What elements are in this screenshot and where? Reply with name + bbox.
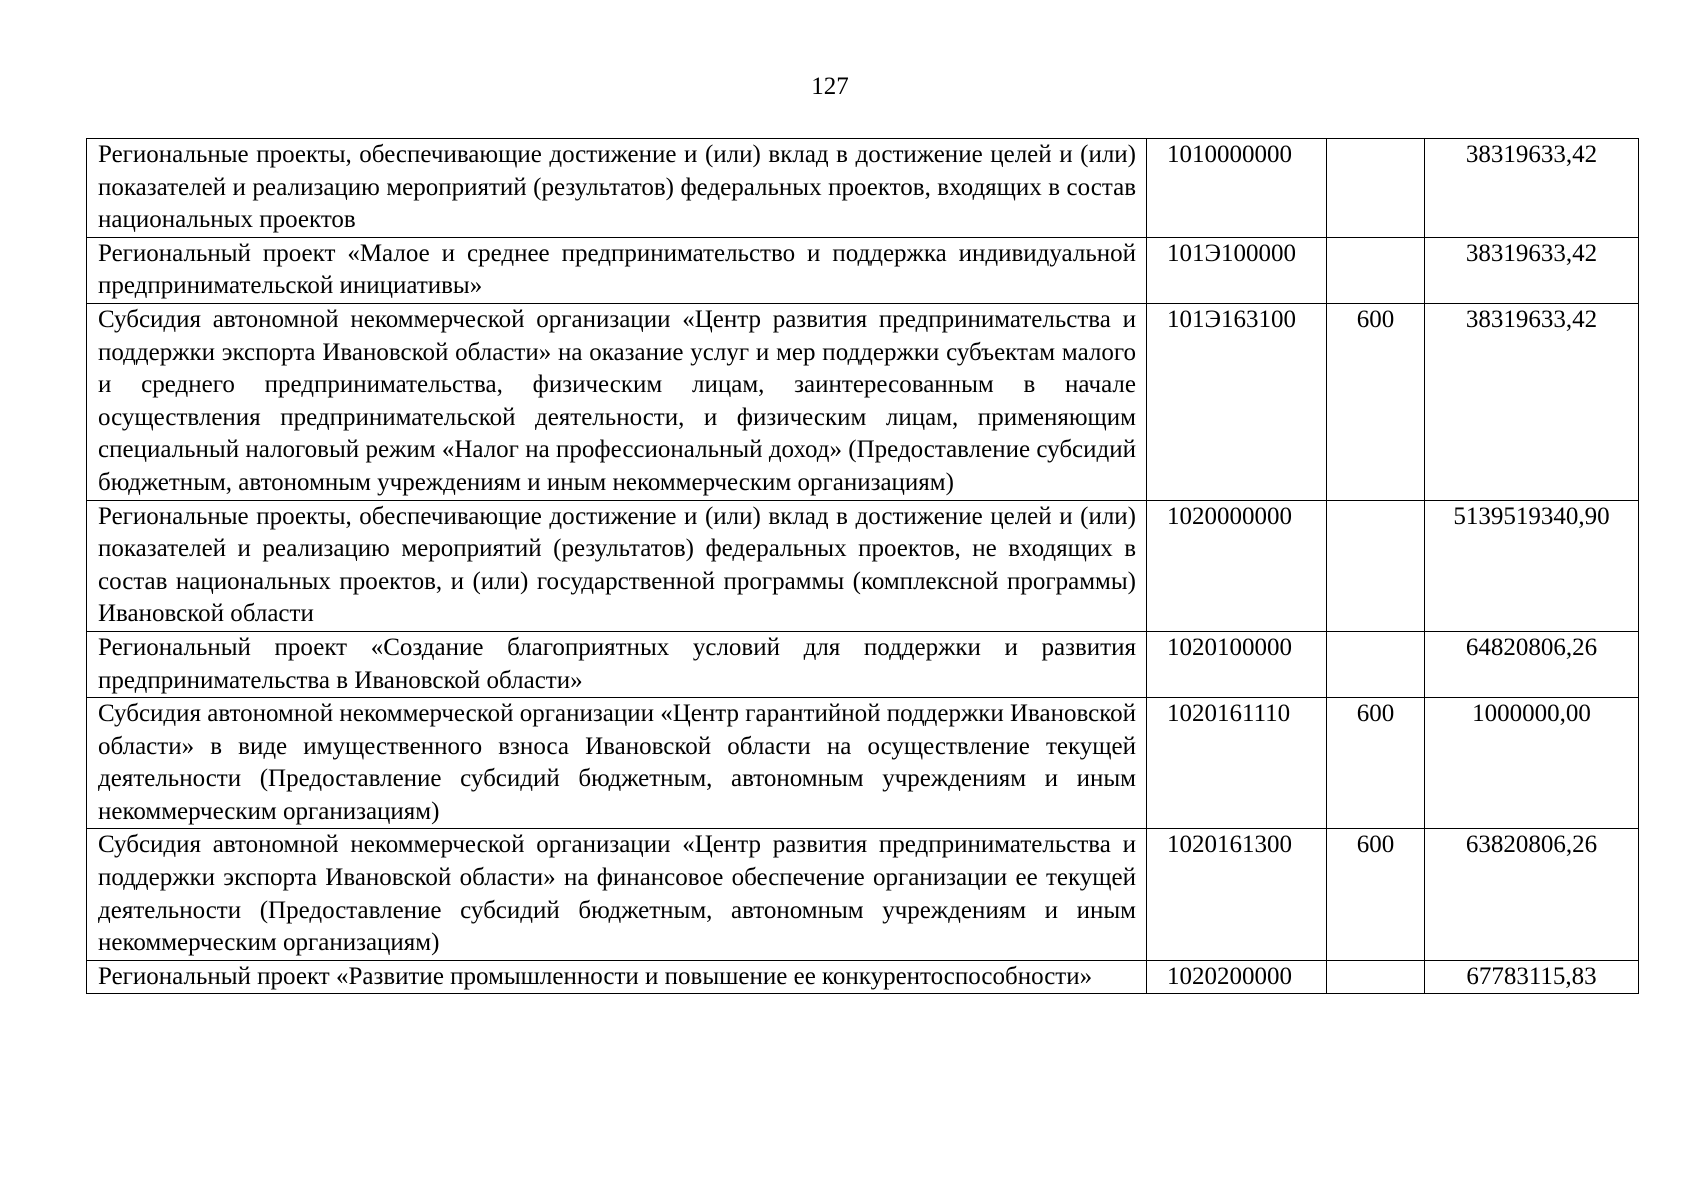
row-vr-cell [1327,960,1425,994]
row-name-cell: Региональный проект «Развитие промышленности и повышение ее конкурентоспособности» [87,960,1147,994]
row-sum-cell: 5139519340,90 [1425,500,1639,631]
table-row [87,237,1639,303]
row-name-cell: Региональный проект «Создание благоприятных условий для поддержки и развития предпринимательства в Ивановской области» [87,631,1147,697]
row-vr-cell: 600 [1327,829,1425,960]
budget-table [86,138,1639,994]
row-name-cell: Субсидия автономной некоммерческой организации «Центр развития предпринимательства и поддержки экспорта Ивановской области» на финансовое обеспечение организации ее текущей деятельности (Предоставление субсидий бюджетным, автономным учреждениям и иным некоммерческим организациям) [87,829,1147,960]
row-sum-cell: 1000000,00 [1425,698,1639,829]
page-number: 127 [811,73,849,100]
row-csr-cell: 1020000000 [1147,500,1327,631]
row-name-cell: Региональный проект «Малое и среднее предпринимательство и поддержка индивидуальной предпринимательской инициативы» [87,237,1147,303]
table-row [87,960,1639,994]
table-row [87,829,1639,960]
row-name-cell: Субсидия автономной некоммерческой организации «Центр развития предпринимательства и поддержки экспорта Ивановской области» на оказание услуг и мер поддержки субъектам малого и среднего предпринимательства, физическим лицам, заинтересованным в начале осуществления предпринимательской деятельности, и физическим лицам, применяющим специальный налоговый режим «Налог на профессиональный доход» (Предоставление субсидий бюджетным, автономным учреждениям и иным некоммерческим организациям) [87,303,1147,500]
table-row [87,303,1639,500]
row-sum-cell: 38319633,42 [1425,303,1639,500]
row-vr-cell [1327,500,1425,631]
row-name-cell: Региональные проекты, обеспечивающие достижение и (или) вклад в достижение целей и (или) показателей и реализацию мероприятий (результатов) федеральных проектов, входящих в состав национальных проектов [87,139,1147,238]
row-sum-cell: 63820806,26 [1425,829,1639,960]
row-sum-cell: 67783115,83 [1425,960,1639,994]
row-vr-cell [1327,139,1425,238]
row-csr-cell: 101Э100000 [1147,237,1327,303]
row-csr-cell: 1020161110 [1147,698,1327,829]
row-name-cell: Субсидия автономной некоммерческой организации «Центр гарантийной поддержки Ивановской области» в виде имущественного взноса Ивановской области на осуществление текущей деятельности (Предоставление субсидий бюджетным, автономным учреждениям и иным некоммерческим организациям) [87,698,1147,829]
row-csr-cell: 1020161300 [1147,829,1327,960]
row-csr-cell: 1020200000 [1147,960,1327,994]
row-sum-cell: 38319633,42 [1425,139,1639,238]
row-name-cell: Региональные проекты, обеспечивающие достижение и (или) вклад в достижение целей и (или) показателей и реализацию мероприятий (результатов) федеральных проектов, не входящих в состав национальных проектов, и (или) государственной программы (комплексной программы) Ивановской области [87,500,1147,631]
table-row [87,139,1639,238]
table-row [87,698,1639,829]
table-row [87,500,1639,631]
row-sum-cell: 64820806,26 [1425,631,1639,697]
table-row [87,631,1639,697]
row-vr-cell: 600 [1327,698,1425,829]
row-sum-cell: 38319633,42 [1425,237,1639,303]
row-vr-cell [1327,237,1425,303]
row-csr-cell: 101Э163100 [1147,303,1327,500]
row-csr-cell: 1010000000 [1147,139,1327,238]
row-vr-cell: 600 [1327,303,1425,500]
row-csr-cell: 1020100000 [1147,631,1327,697]
row-vr-cell [1327,631,1425,697]
